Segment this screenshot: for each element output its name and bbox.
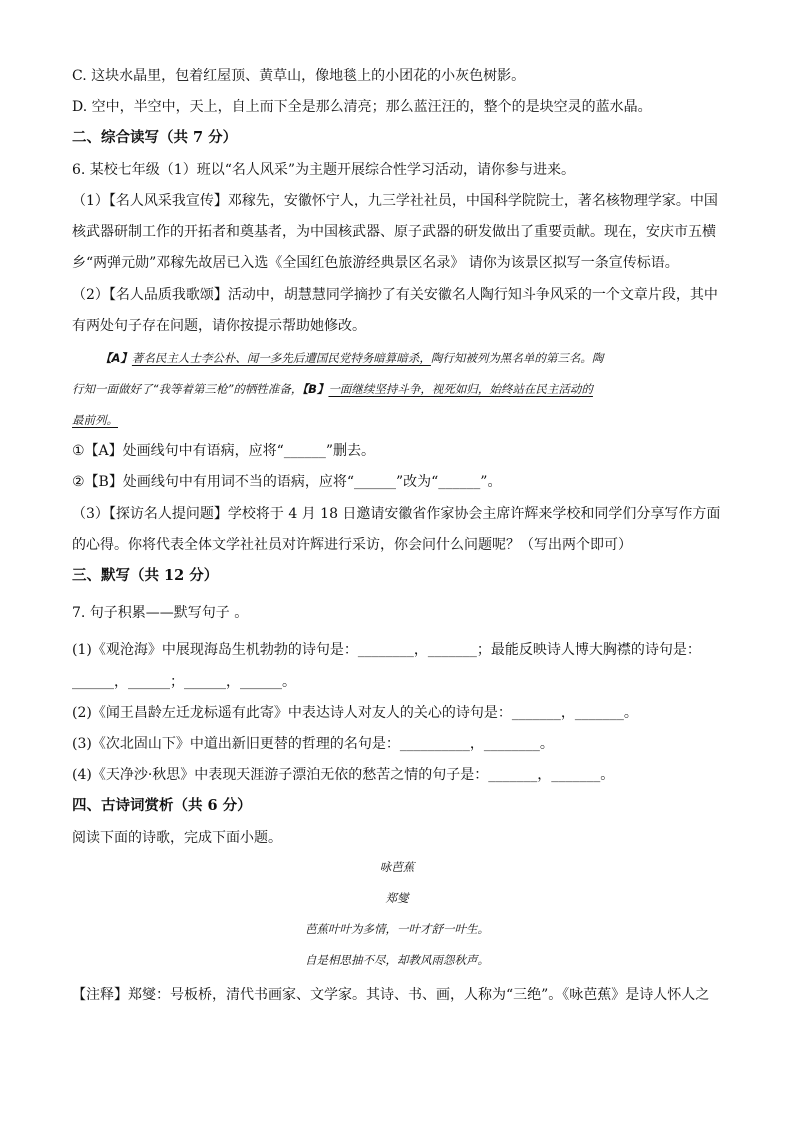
- paragraph-3-line-1: （3）【探访名人提问题】学校将于 4 月 18 日邀请安徽省作家协会主席许辉来学校和同学们分享写作方面: [72, 506, 721, 522]
- question-6: 6. 某校七年级（1）班以“名人风采”为主题开展综合性学习活动，请你参与进来。: [72, 162, 576, 178]
- poem-note: 【注释】郑燮：号板桥，清代书画家、文学家。其诗、书、画，人称为“三绝”。《咏芭蕉》是诗人怀人之: [72, 987, 710, 1003]
- question-7: 7. 句子积累——默写句子 。: [72, 605, 249, 621]
- option-d: D. 空中，半空中，天上，自上而下全是那么清亮；那么蓝汪汪的，整个的是块空灵的蓝水晶。: [72, 99, 652, 115]
- dictation-2: (2)《闻王昌龄左迁龙标遥有此寄》中表达诗人对友人的关心的诗句是：_______，_______。: [72, 705, 638, 721]
- fix-a: ①【A】处画线句中有语病，应将“______”删去。: [72, 443, 375, 459]
- excerpt-rest-1: 陶行知被列为黑名单的第三名。陶: [430, 351, 604, 365]
- excerpt-line-2: [72, 379, 722, 399]
- excerpt-line-3: [72, 410, 722, 430]
- dictation-1-line-2: ______，______；______，______。: [72, 674, 296, 690]
- excerpt-tag-b: 【B】: [302, 382, 329, 396]
- poem-author: 郑燮: [385, 891, 409, 905]
- excerpt-underline-a: 著名民主人士李公朴、闻一多先后遭国民党特务暗算暗杀，: [131, 351, 431, 365]
- option-c: C. 这块水晶里，包着红屋顶、黄草山，像地毯上的小团花的小灰色树影。: [72, 68, 526, 84]
- excerpt-underline-b: 一面继续坚持斗争，视死如归，始终站在民主活动的: [328, 382, 593, 396]
- section-heading-4: 四、古诗词赏析（共 6 分）: [72, 797, 252, 814]
- poem-line-2: 自是相思抽不尽，却教风雨怨秋声。: [305, 953, 489, 967]
- excerpt-tag-a: 【A】: [100, 351, 132, 365]
- paragraph-1-line-2: 核武器研制工作的开拓者和奠基者，为中国核武器、原子武器的研发做出了重要贡献。现在，安庆市五横: [72, 224, 716, 240]
- poem-line-1: 芭蕉叶叶为多情，一叶才舒一叶生。: [305, 922, 489, 936]
- dictation-1-line-1: (1)《观沧海》中展现海岛生机勃勃的诗句是：________，_______；最能反映诗人博大胸襟的诗句是：: [72, 642, 701, 658]
- section-heading-3: 三、默写（共 12 分）: [72, 567, 219, 584]
- poem-title: 咏芭蕉: [379, 860, 415, 874]
- excerpt-underline-b-end: 最前列。: [72, 413, 118, 427]
- paragraph-2-line-2: 有两处句子存在问题，请你按提示帮助她修改。: [72, 318, 366, 334]
- dictation-3: (3)《次北固山下》中道出新旧更替的哲理的名句是：__________，________。: [72, 736, 554, 752]
- paragraph-1-line-3: 乡“两弹元勋”邓稼先故居已入选《全国红色旅游经典景区名录》 请你为该景区拟写一条宣传标语。: [72, 255, 679, 271]
- excerpt-line-1: [100, 348, 722, 368]
- reading-instruction: 阅读下面的诗歌，完成下面小题。: [72, 830, 282, 846]
- fix-b: ②【B】处画线句中有用词不当的语病，应将“______”改为“______”。: [72, 474, 502, 490]
- excerpt-pre-b: 行知一面做好了“我等着第三枪”的牺牲准备，: [72, 382, 303, 396]
- paragraph-1-line-1: （1）【名人风采我宣传】邓稼先，安徽怀宁人，九三学社社员，中国科学院院士，著名核物理学家。中国: [72, 193, 718, 209]
- dictation-4: (4)《天净沙·秋思》中表现天涯游子漂泊无依的愁苦之情的句子是：_______，_______。: [72, 767, 615, 783]
- section-heading-2: 二、综合读写（共 7 分）: [72, 129, 238, 146]
- paragraph-3-line-2: 的心得。你将代表全体文学社社员对许辉进行采访，你会问什么问题呢？（写出两个即可）: [72, 537, 632, 553]
- paragraph-2-line-1: （2）【名人品质我歌颂】活动中，胡慧慧同学摘抄了有关安徽名人陶行知斗争风采的一个文章片段，其中: [72, 287, 718, 303]
